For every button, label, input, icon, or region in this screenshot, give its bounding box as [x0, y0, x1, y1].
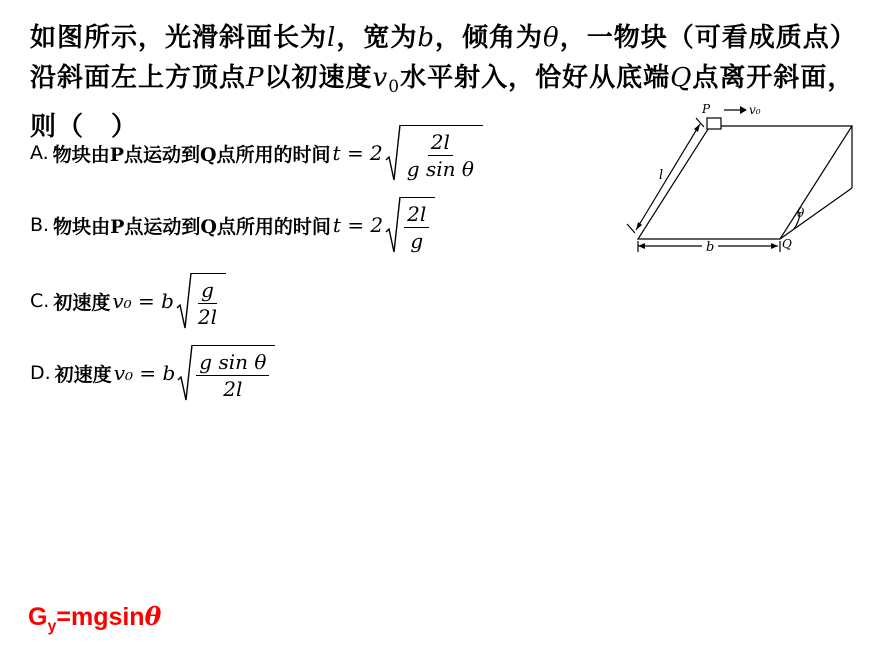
label-theta: θ [797, 206, 805, 220]
option-c-lhs: v₀ = b [112, 289, 174, 313]
var-theta: θ [543, 23, 560, 53]
var-l: l [327, 23, 337, 53]
stem-text-4: ，一物块（可看成质点）沿斜面左上方顶点 [30, 23, 857, 93]
option-c-letter: C. [30, 290, 50, 312]
option-c-text: 初速度 [53, 291, 111, 314]
option-a-den: g sin θ [406, 156, 474, 181]
option-d[interactable] [30, 344, 275, 402]
incline-surface [638, 126, 852, 239]
option-a-num: 2l [428, 129, 453, 156]
length-arrow [636, 124, 700, 230]
option-b-num: 2l [404, 201, 429, 228]
block-P [707, 118, 721, 129]
sqrt-sign-icon [385, 196, 401, 254]
option-a-radical [385, 124, 483, 182]
var-v0-sub: 0 [388, 77, 401, 98]
note-sub: y [47, 618, 57, 635]
incline-side-edge [780, 188, 852, 239]
option-d-radical [177, 344, 275, 402]
option-b-den: g [410, 228, 424, 253]
var-P: P [246, 63, 265, 93]
option-a[interactable] [30, 124, 483, 182]
option-b-letter: B. [30, 214, 50, 236]
label-P: P [702, 102, 711, 116]
stem-text-6: 水平射入，恰好从底端 [400, 63, 671, 93]
label-v0: v₀ [749, 103, 761, 117]
sqrt-sign-icon [385, 124, 401, 182]
label-l: l [659, 168, 664, 183]
note-theta: θ [144, 602, 162, 631]
option-c-radical [176, 272, 226, 330]
option-a-text: 物块由P点运动到Q点所用的时间 [52, 143, 331, 166]
sqrt-sign-icon [177, 344, 193, 402]
stem-text-3: ，倾角为 [435, 23, 544, 53]
option-a-lhs: t = 2 [332, 141, 383, 165]
option-d-num: g sin θ [196, 349, 269, 376]
note-eq: =mgsin [56, 603, 145, 631]
option-b-text: 物块由P点运动到Q点所用的时间 [53, 215, 331, 238]
label-Q: Q [782, 237, 792, 251]
var-b: b [417, 23, 436, 53]
note-G: G [28, 603, 48, 631]
label-b: b [706, 240, 715, 255]
option-b[interactable] [30, 196, 435, 254]
option-d-text: 初速度 [54, 363, 112, 386]
stem-text-7: 点离开斜面，则（ ） [30, 63, 855, 143]
var-v0: v [372, 63, 389, 93]
option-c-den: 2l [197, 304, 218, 329]
stem-text-1: 如图所示，光滑斜面长为 [30, 23, 328, 53]
option-b-radical [385, 196, 435, 254]
option-a-letter: A. [30, 142, 49, 164]
sqrt-sign-icon [176, 272, 192, 330]
gravity-component-note [28, 602, 161, 636]
option-d-den: 2l [223, 376, 243, 401]
option-b-lhs: t = 2 [332, 213, 384, 237]
option-c-num: g [198, 277, 217, 304]
option-d-lhs: v₀ = b [113, 361, 176, 385]
stem-text-5: 以初速度 [264, 63, 373, 93]
option-d-letter: D. [30, 362, 51, 384]
var-Q: Q [670, 63, 693, 93]
incline-figure [610, 96, 880, 261]
stem-text-2: ，宽为 [336, 23, 418, 53]
option-c[interactable] [30, 272, 226, 330]
